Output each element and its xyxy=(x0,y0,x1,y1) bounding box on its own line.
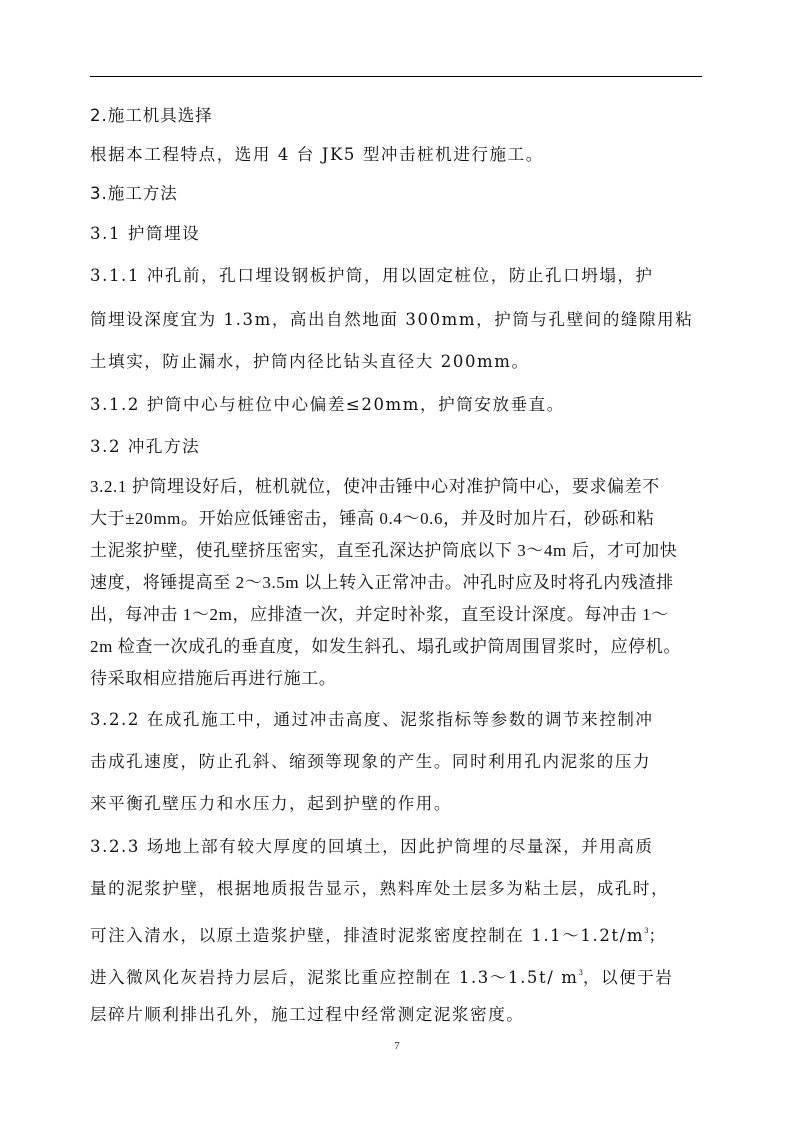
paragraph-3-2-3-line-4 xyxy=(90,962,705,989)
section-heading-3-2: 3.2 冲孔方法 xyxy=(90,437,201,456)
line-suffix: ； xyxy=(648,926,667,945)
paragraph-3-2-1-line-3: 土泥浆护壁，使孔壁挤压密实，直至孔深达护筒底以下 3～4m 后，才可加快 xyxy=(90,541,678,560)
line-text: 可注入清水，以原土造浆护壁，排渣时泥浆密度控制在 1.1～1.2t/m xyxy=(90,926,645,945)
section-heading-3-1: 3.1 护筒埋设 xyxy=(90,224,201,243)
paragraph-3-2-1-line-6: 2m 检查一次成孔的垂直度，如发生斜孔、塌孔或护筒周围冒浆时，应停机。 xyxy=(90,637,681,656)
paragraph-3-2-3-line-2: 量的泥浆护壁，根据地质报告显示，熟料库处土层多为粘土层，成孔时， xyxy=(90,879,670,898)
paragraph-3-2-1-line-7: 待采取相应措施后再进行施工。 xyxy=(90,669,337,688)
paragraph-3-1-2: 3.1.2 护筒中心与桩位中心偏差≤20mm，护筒安放垂直。 xyxy=(90,395,565,414)
section-heading-3: 3.施工方法 xyxy=(90,184,178,203)
header-rule xyxy=(90,76,702,77)
paragraph-3-2-2-line-3: 来平衡孔壁压力和水压力，起到护壁的作用。 xyxy=(90,794,452,813)
page-number: 7 xyxy=(394,1040,400,1052)
superscript-cubed: 3 xyxy=(644,927,649,935)
paragraph-3-2-3-line-3 xyxy=(90,920,705,947)
paragraph-3-2-1-line-2: 大于±20mm。开始应低锤密击，锤高 0.4～0.6，并及时加片石，砂砾和粘 xyxy=(90,509,655,528)
section-heading-2: 2.施工机具选择 xyxy=(90,106,213,125)
line-text: 进入微风化灰岩持力层后，泥浆比重应控制在 1.3～1.5t/ m xyxy=(90,968,579,987)
paragraph-3-1-1-line-2: 筒埋设深度宜为 1.3m，高出自然地面 300mm，护筒与孔壁间的缝隙用粘 xyxy=(90,310,694,329)
section-2-body: 根据本工程特点，选用 4 台 JK5 型冲击桩机进行施工。 xyxy=(90,145,544,164)
line-suffix: ，以便于岩 xyxy=(582,968,674,987)
paragraph-3-2-1-line-1: 3.2.1 护筒埋设好后，桩机就位，使冲击锤中心对准护筒中心，要求偏差不 xyxy=(90,477,660,496)
paragraph-3-2-1-line-4: 速度，将锤提高至 2～3.5m 以上转入正常冲击。冲孔时应及时将孔内残渣排 xyxy=(90,573,674,592)
superscript-cubed: 3 xyxy=(578,969,583,977)
paragraph-3-2-3-line-5: 层碎片顺利排出孔外，施工过程中经常测定泥浆密度。 xyxy=(90,1005,525,1024)
paragraph-3-1-1-line-1: 3.1.1 冲孔前，孔口埋设钢板护筒，用以固定桩位，防止孔口坍塌，护 xyxy=(90,266,654,285)
paragraph-3-2-2-line-1: 3.2.2 在成孔施工中，通过冲击高度、泥浆指标等参数的调节来控制冲 xyxy=(90,710,654,729)
paragraph-3-2-1-line-5: 出，每冲击 1～2m，应排渣一次，并定时补浆，直至设计深度。每冲击 1～ xyxy=(90,605,669,624)
paragraph-3-1-1-line-3: 土填实，防止漏水，护筒内径比钻头直径大 200mm。 xyxy=(90,352,530,371)
paragraph-3-2-3-line-1: 3.2.3 场地上部有较大厚度的回填土，因此护筒埋的尽量深，并用高质 xyxy=(90,837,654,856)
paragraph-3-2-2-line-2: 击成孔速度，防止孔斜、缩颈等现象的产生。同时利用孔内泥浆的压力 xyxy=(90,752,652,771)
